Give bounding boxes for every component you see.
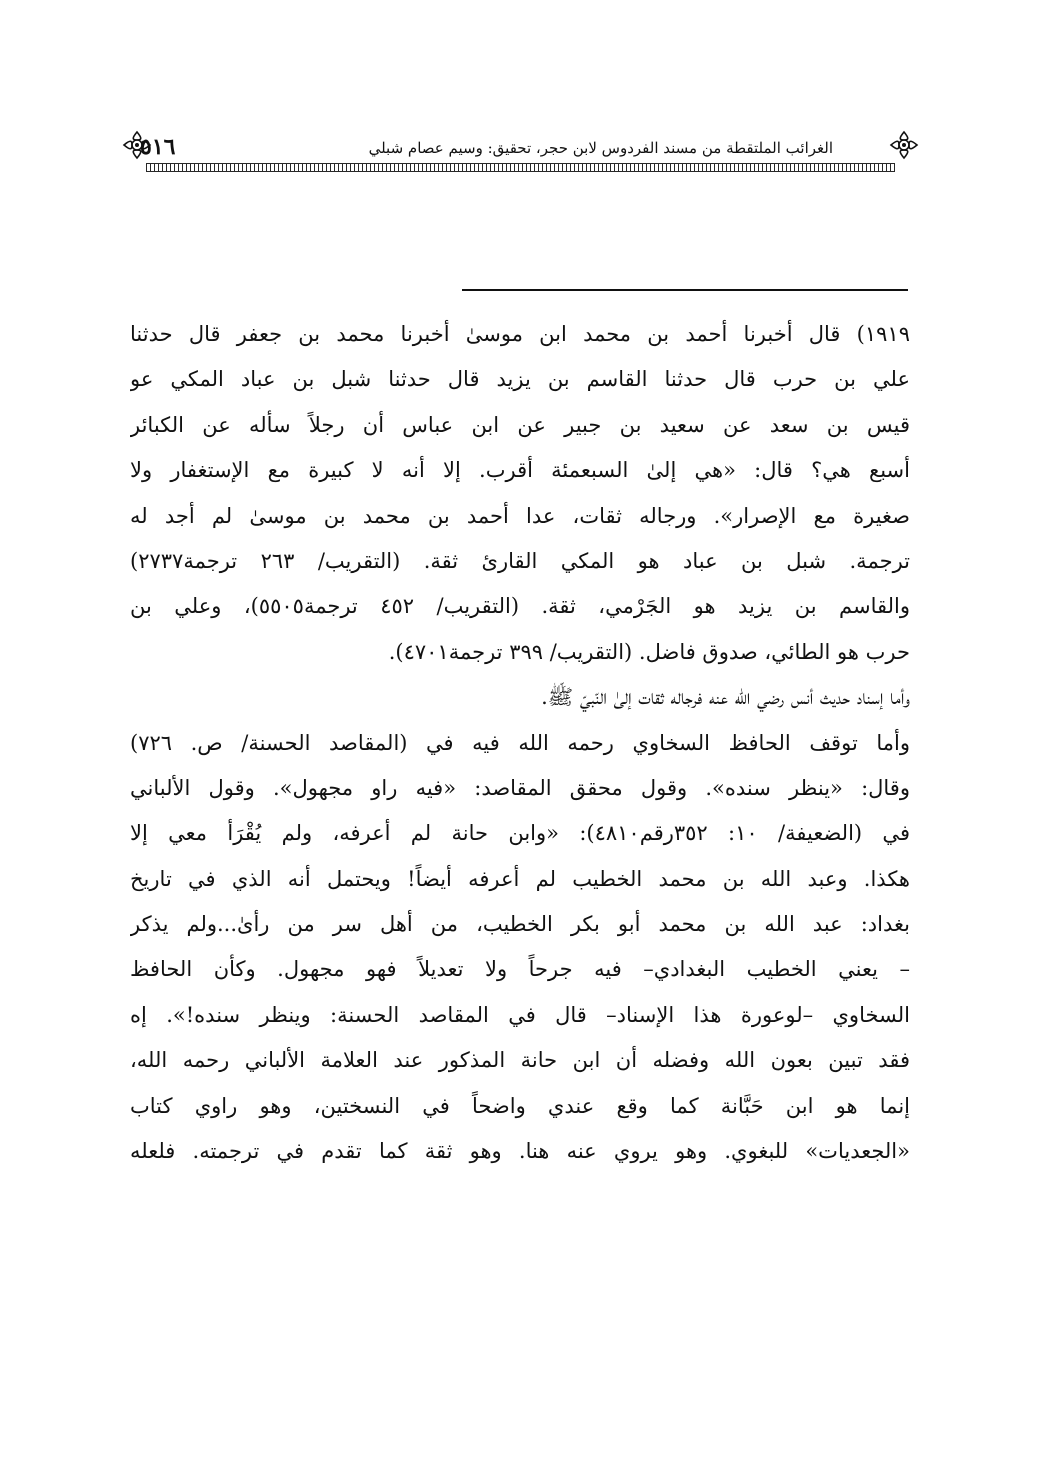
text-line: إنما هو ابن حَبَّانة كما وقع عندي واضحاً في النسختين، وهو راوي كتاب	[130, 1093, 910, 1118]
text-line: بغداد: عبد الله بن محمد أبو بكر الخطيب، من أهل سر من رأىٰ...ولم يذكر	[130, 912, 910, 937]
text-line: وأما إسناد حديث أنس رضي الله عنه فرجاله ثقات إلىٰ النّبيّ ﷺ.	[541, 685, 910, 710]
text-line: ١٩١٩) قال أخبرنا أحمد بن محمد ابن موسىٰ أخبرنا محمد بن جعفر قال حدثنا	[130, 322, 910, 346]
text-line: هكذا. وعبد الله بن محمد الخطيب لم أعرفه أيضاً! ويحتمل أنه الذي في تاريخ	[130, 866, 910, 891]
text-line: وقال: «ينظر سنده». وقول محقق المقاصد: «فيه راو مجهول». وقول الألباني	[130, 775, 910, 800]
header-divider	[146, 163, 895, 172]
text-line: علي بن حرب قال حدثنا القاسم بن يزيد قال حدثنا شبل بن عباد المكي عو	[130, 367, 910, 392]
main-text	[130, 312, 910, 1174]
text-line: وأما توقف الحافظ السخاوي رحمه الله فيه في (المقاصد الحسنة/ ص. ٧٢٦)	[130, 730, 910, 755]
page-number: ٥١٦	[140, 134, 176, 160]
floral-ornament-icon	[889, 130, 919, 160]
footnote-separator	[462, 289, 908, 291]
text-line: صغيرة مع الإصرار». ورجاله ثقات، عدا أحمد بن محمد بن موسىٰ لم أجد له	[130, 503, 910, 528]
text-line: السخاوي –لوعورة هذا الإسناد– قال في المقاصد الحسنة: وينظر سنده!». إه	[130, 1002, 910, 1027]
running-header	[128, 122, 913, 174]
text-line: في (الضعيفة/ ١٠: ٣٥٢رقم٤٨١٠): «وابن حانة لم أعرفه، ولم يُقْرَأ معي إلا	[130, 821, 910, 846]
text-line: حرب هو الطائي، صدوق فاضل. (التقريب/ ٣٩٩ ترجمة٤٧٠١).	[388, 639, 910, 664]
running-title: الغرائب الملتقطة من مسند الفردوس لابن حجر، تحقيق: وسيم عصام شبلي	[368, 139, 833, 157]
text-line: أسبع هي؟ قال: «هي إلىٰ السبعمئة أقرب. إلا أنه لا كبيرة مع الإستغفار ولا	[130, 458, 910, 483]
text-line: ترجمة. شبل بن عباد هو المكي القارئ ثقة. (التقريب/ ٢٦٣ ترجمة٢٧٣٧)	[130, 548, 910, 573]
text-line: فقد تبين بعون الله وفضله أن ابن حانة المذكور عند العلامة الألباني رحمه الله،	[130, 1048, 910, 1073]
text-line: – يعني الخطيب البغدادي– فيه جرحاً ولا تعديلاً فهو مجهول. وكأن الحافظ	[130, 957, 910, 982]
text-line: «الجعديات» للبغوي. وهو يروي عنه هنا. وهو ثقة كما تقدم في ترجمته. فلعله	[130, 1139, 910, 1164]
text-line: قيس بن سعد عن سعيد بن جبير عن ابن عباس أن رجلاً سأله عن الكبائر	[130, 412, 910, 437]
text-line: والقاسم بن يزيد هو الجَرْمي، ثقة. (التقريب/ ٤٥٢ ترجمة٥٥٠٥)، وعلي بن	[130, 594, 910, 619]
